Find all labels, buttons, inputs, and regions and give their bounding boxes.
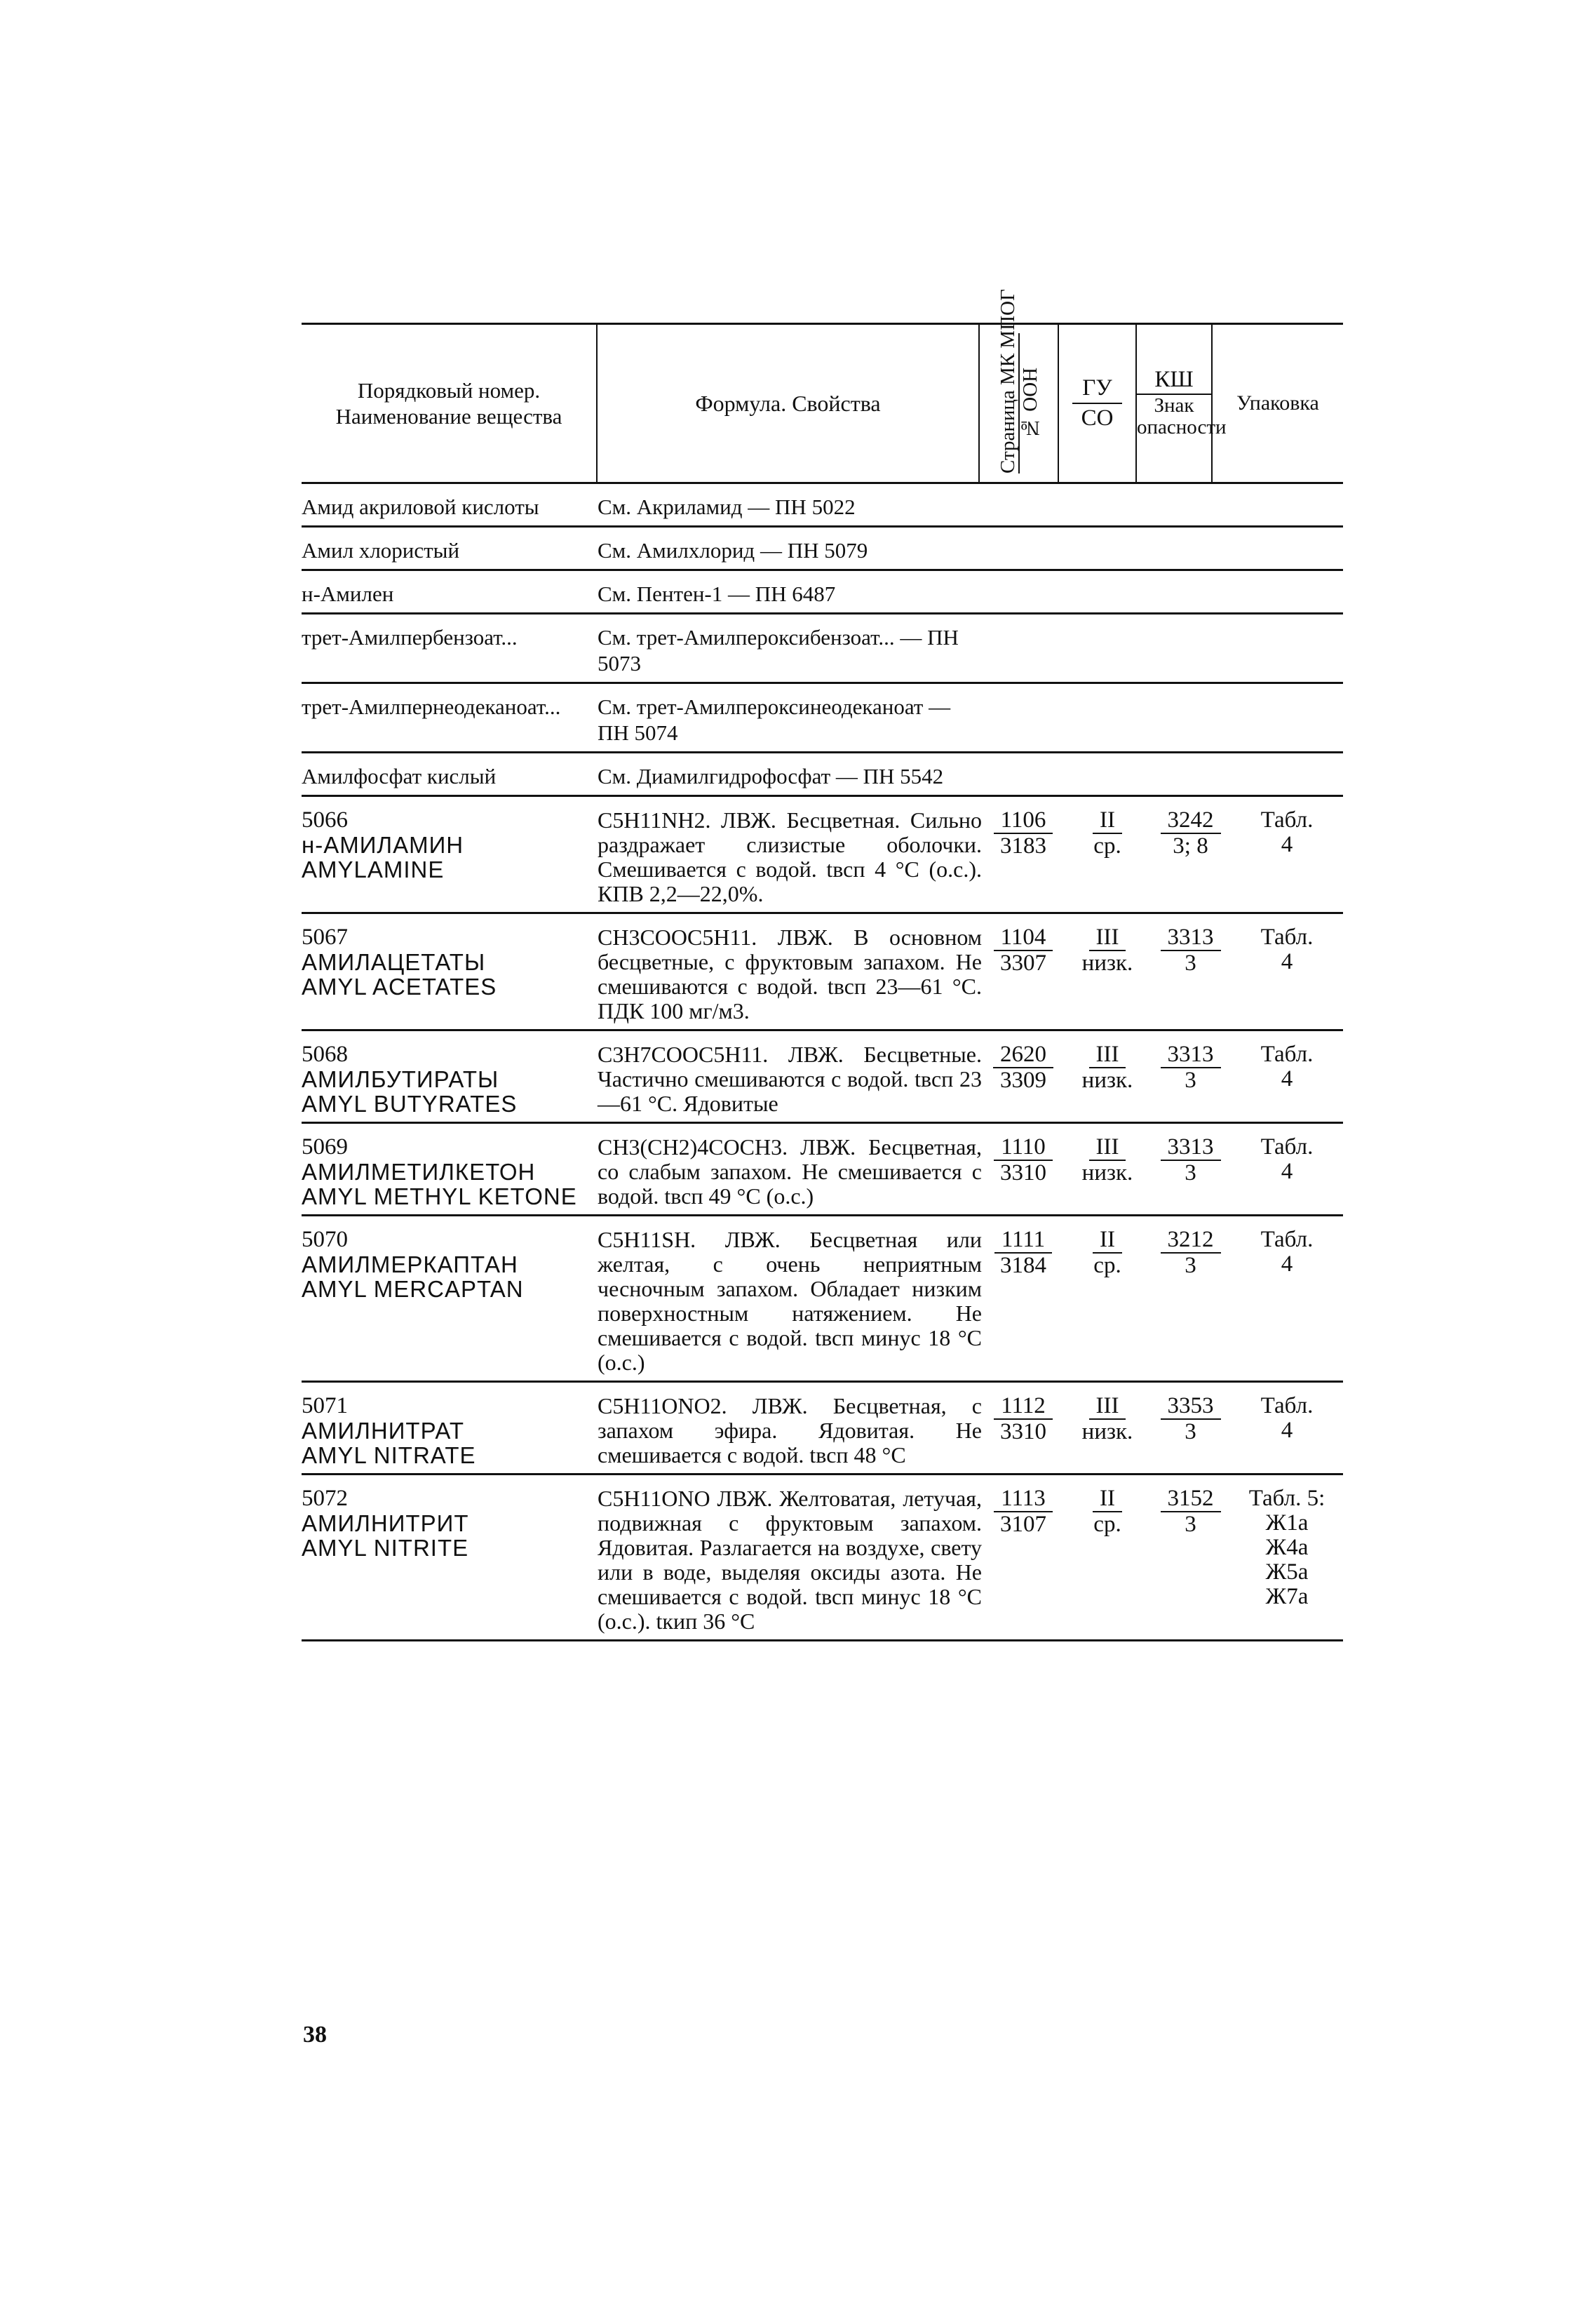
formula-properties: C5H11ONO2. ЛВЖ. Бесцветная, с запахом эфира. Ядовитая. Не смешивается с водой. tвсп 48 °С bbox=[598, 1393, 982, 1467]
gu-value: II bbox=[1093, 1486, 1122, 1512]
ksh-code: 3242 bbox=[1161, 808, 1221, 834]
gu-value: III bbox=[1089, 1394, 1126, 1420]
danger-sign: 3 bbox=[1185, 1512, 1196, 1537]
packaging-cell bbox=[1231, 1042, 1343, 1116]
gu-value: III bbox=[1089, 925, 1126, 951]
mk-page: 3310 bbox=[1000, 1419, 1046, 1444]
packaging-line: Табл. 5: bbox=[1248, 1486, 1325, 1511]
packaging-cell bbox=[1231, 1394, 1343, 1467]
un-page-cell bbox=[982, 808, 1065, 906]
packaging-line: Табл. bbox=[1260, 807, 1314, 833]
xref-row bbox=[302, 753, 1343, 797]
name-english: AMYL ACETATES bbox=[302, 974, 497, 1000]
xref-name: Амил хлористый bbox=[302, 538, 460, 563]
substance-row bbox=[302, 914, 1343, 1031]
header-danger-sign: Знак опасности bbox=[1137, 394, 1227, 438]
substance-row bbox=[302, 797, 1343, 914]
formula-properties: C5H11SH. ЛВЖ. Бесцветная или желтая, с очень неприятным чесночным запахом. Обладает низким поверхностным натяжением. Не смешивается с водой. tвсп минус 18 °С (о.с.) bbox=[598, 1227, 982, 1375]
co-value: ср. bbox=[1093, 1512, 1121, 1537]
packaging-line: Ж1а bbox=[1265, 1510, 1309, 1536]
un-number: 2620 bbox=[993, 1042, 1053, 1068]
formula-properties: CH3COOC5H11. ЛВЖ. В основном бесцветные, с фруктовым запахом. Не смешиваются с водой. tвсп 23—61 °С. ПДК 100 мг/м3. bbox=[598, 925, 982, 1023]
un-number: 1113 bbox=[994, 1486, 1053, 1512]
danger-sign: 3 bbox=[1185, 1068, 1196, 1093]
un-page-cell bbox=[982, 1394, 1065, 1467]
mk-page: 3307 bbox=[1000, 951, 1046, 976]
xref-row bbox=[302, 684, 1343, 753]
mk-page: 3309 bbox=[1000, 1068, 1046, 1093]
name-english: AMYLAMINE bbox=[302, 857, 445, 882]
packaging-line: Табл. bbox=[1260, 1042, 1314, 1067]
packaging-cell bbox=[1231, 808, 1343, 906]
header-ksh-code: КШ bbox=[1137, 369, 1211, 395]
packaging-cell bbox=[1231, 1486, 1343, 1634]
substance-name-cell bbox=[302, 1486, 598, 1634]
name-russian: н-АМИЛАМИН bbox=[302, 832, 464, 858]
co-value: низк. bbox=[1081, 1419, 1133, 1444]
co-value: ср. bbox=[1093, 833, 1121, 859]
co-value: низк. bbox=[1081, 951, 1133, 976]
header-co: СО bbox=[1081, 405, 1114, 431]
packaging-line: Ж4а bbox=[1265, 1535, 1309, 1560]
packaging-line: Табл. bbox=[1260, 1227, 1314, 1252]
ksh-code: 3313 bbox=[1161, 1135, 1221, 1161]
serial-number: 5070 bbox=[302, 1227, 348, 1252]
gu-value: II bbox=[1093, 1228, 1122, 1254]
name-russian: АМИЛНИТРАТ bbox=[302, 1418, 464, 1444]
name-english: AMYL MERCAPTAN bbox=[302, 1276, 524, 1302]
mk-page: 3183 bbox=[1000, 833, 1046, 859]
header-ksh bbox=[1137, 325, 1227, 482]
co-value: низк. bbox=[1081, 1160, 1133, 1185]
xref-name: Амид акриловой кислоты bbox=[302, 495, 539, 519]
xref-target: См. Диамилгидрофосфат — ПН 5542 bbox=[598, 764, 944, 788]
table-header bbox=[302, 289, 1343, 484]
packaging-line: 4 bbox=[1281, 832, 1293, 857]
ksh-code: 3313 bbox=[1161, 925, 1221, 951]
danger-sign: 3 bbox=[1185, 1419, 1196, 1444]
xref-target: См. Амилхлорид — ПН 5079 bbox=[598, 538, 868, 563]
xref-name: Амилфосфат кислый bbox=[302, 764, 497, 788]
name-russian: АМИЛМЕТИЛКЕТОН bbox=[302, 1159, 536, 1185]
header-gu-co bbox=[1059, 325, 1137, 482]
packaging-line: 4 bbox=[1281, 1066, 1293, 1092]
substance-name-cell bbox=[302, 1042, 598, 1116]
gu-value: II bbox=[1093, 808, 1122, 834]
packaging-line: Ж5а bbox=[1265, 1559, 1309, 1585]
serial-number: 5066 bbox=[302, 807, 348, 833]
danger-sign: 3 bbox=[1185, 1253, 1196, 1278]
packaging-line: Табл. bbox=[1260, 1393, 1314, 1418]
xref-row bbox=[302, 571, 1343, 614]
name-russian: АМИЛНИТРИТ bbox=[302, 1510, 469, 1536]
gu-co-cell bbox=[1065, 1486, 1150, 1634]
un-page-cell bbox=[982, 1042, 1065, 1116]
gu-co-cell bbox=[1065, 925, 1150, 1023]
danger-sign: 3 bbox=[1185, 951, 1196, 976]
header-page-mk: Страница МК МПОГ bbox=[996, 289, 1019, 473]
ksh-cell bbox=[1150, 1135, 1231, 1209]
substance-name-cell bbox=[302, 808, 598, 906]
packaging-line: Табл. bbox=[1260, 925, 1314, 950]
ksh-cell bbox=[1150, 1228, 1231, 1375]
substance-row bbox=[302, 1124, 1343, 1216]
ksh-code: 3313 bbox=[1161, 1042, 1221, 1068]
ksh-cell bbox=[1150, 1042, 1231, 1116]
gu-co-cell bbox=[1065, 1135, 1150, 1209]
un-page-cell bbox=[982, 1228, 1065, 1375]
ksh-code: 3212 bbox=[1161, 1228, 1221, 1254]
header-name: Порядковый номер. Наименование вещества bbox=[302, 325, 598, 482]
xref-target: См. Акриламид — ПН 5022 bbox=[598, 495, 856, 519]
packaging-line: Ж7а bbox=[1265, 1584, 1309, 1609]
substance-row bbox=[302, 1383, 1343, 1475]
xref-row bbox=[302, 484, 1343, 528]
header-formula: Формула. Свойства bbox=[598, 325, 980, 482]
gu-co-cell bbox=[1065, 808, 1150, 906]
header-gu: ГУ bbox=[1072, 375, 1121, 404]
mk-page: 3107 bbox=[1000, 1512, 1046, 1537]
packaging-cell bbox=[1231, 1228, 1343, 1375]
xref-target: См. Пентен-1 — ПН 6487 bbox=[598, 582, 836, 606]
un-number: 1110 bbox=[994, 1135, 1053, 1161]
substance-name-cell bbox=[302, 1394, 598, 1467]
un-number: 1111 bbox=[994, 1228, 1052, 1254]
packaging-line: 4 bbox=[1281, 949, 1293, 974]
document-page bbox=[302, 289, 1343, 1641]
xref-row bbox=[302, 614, 1343, 684]
gu-co-cell bbox=[1065, 1042, 1150, 1116]
serial-number: 5072 bbox=[302, 1486, 348, 1511]
name-english: AMYL METHYL KETONE bbox=[302, 1183, 577, 1209]
formula-properties: C3H7COOC5H11. ЛВЖ. Бесцветные. Частично смешиваются с водой. tвсп 23—61 °С. Ядовитые bbox=[598, 1042, 982, 1116]
mk-page: 3310 bbox=[1000, 1160, 1046, 1185]
un-page-cell bbox=[982, 925, 1065, 1023]
gu-co-cell bbox=[1065, 1394, 1150, 1467]
substance-entries bbox=[302, 797, 1343, 1641]
header-un-page bbox=[980, 289, 1059, 482]
ksh-cell bbox=[1150, 1394, 1231, 1467]
un-number: 1104 bbox=[994, 925, 1053, 951]
danger-sign: 3; 8 bbox=[1173, 833, 1208, 859]
xref-name: н-Амилен bbox=[302, 582, 394, 606]
ksh-code: 3353 bbox=[1161, 1394, 1221, 1420]
mk-page: 3184 bbox=[1000, 1253, 1046, 1278]
un-number: 1106 bbox=[994, 808, 1053, 834]
danger-sign: 3 bbox=[1185, 1160, 1196, 1185]
packaging-line: 4 bbox=[1281, 1418, 1293, 1443]
xref-row bbox=[302, 528, 1343, 571]
xref-name: трет-Амилпернеодеканоат... bbox=[302, 694, 561, 719]
packaging-line: 4 bbox=[1281, 1251, 1293, 1277]
name-russian: АМИЛАЦЕТАТЫ bbox=[302, 949, 486, 975]
name-english: AMYL BUTYRATES bbox=[302, 1091, 518, 1117]
serial-number: 5071 bbox=[302, 1393, 348, 1418]
serial-number: 5067 bbox=[302, 925, 348, 950]
name-english: AMYL NITRITE bbox=[302, 1535, 469, 1561]
substance-row bbox=[302, 1216, 1343, 1383]
co-value: ср. bbox=[1093, 1253, 1121, 1278]
formula-properties: C5H11ONO ЛВЖ. Желтоватая, летучая, подвижная с фруктовым запахом. Ядовитая. Разлагается на воздухе, свету или в воде, выделяя оксиды азота. Не смешивается с водой. tвсп минус 18 °С (о.с.). tкип 36 °С bbox=[598, 1486, 982, 1634]
packaging-line: Табл. bbox=[1260, 1134, 1314, 1160]
gu-co-cell bbox=[1065, 1228, 1150, 1375]
substance-row bbox=[302, 1031, 1343, 1124]
name-russian: АМИЛБУТИРАТЫ bbox=[302, 1066, 499, 1092]
packaging-line: 4 bbox=[1281, 1159, 1293, 1184]
co-value: низк. bbox=[1081, 1068, 1133, 1093]
xref-target: См. трет-Амилпероксинеодеканоат — ПН 5074 bbox=[598, 694, 951, 745]
name-english: AMYL NITRATE bbox=[302, 1442, 476, 1468]
serial-number: 5068 bbox=[302, 1042, 348, 1067]
substance-name-cell bbox=[302, 1228, 598, 1375]
ksh-cell bbox=[1150, 925, 1231, 1023]
ksh-code: 3152 bbox=[1161, 1486, 1221, 1512]
packaging-cell bbox=[1231, 1135, 1343, 1209]
cross-references bbox=[302, 484, 1343, 797]
header-un-number: № ООН bbox=[1018, 367, 1041, 440]
ksh-cell bbox=[1150, 1486, 1231, 1634]
gu-value: III bbox=[1089, 1042, 1126, 1068]
substance-name-cell bbox=[302, 1135, 598, 1209]
name-russian: АМИЛМЕРКАПТАН bbox=[302, 1251, 518, 1277]
serial-number: 5069 bbox=[302, 1134, 348, 1160]
xref-name: трет-Амилпербензоат... bbox=[302, 625, 518, 650]
substance-row bbox=[302, 1475, 1343, 1641]
header-pack: Упаковка bbox=[1236, 391, 1319, 415]
un-page-cell bbox=[982, 1135, 1065, 1209]
substance-name-cell bbox=[302, 925, 598, 1023]
packaging-cell bbox=[1231, 925, 1343, 1023]
formula-properties: C5H11NH2. ЛВЖ. Бесцветная. Сильно раздражает слизистые оболочки. Смешивается с водой. tвсп 4 °С (о.с.). КПВ 2,2—22,0%. bbox=[598, 807, 982, 906]
ksh-cell bbox=[1150, 808, 1231, 906]
gu-value: III bbox=[1089, 1135, 1126, 1161]
xref-target: См. трет-Амилпероксибензоат... — ПН 5073 bbox=[598, 625, 959, 676]
formula-properties: CH3(CH2)4COCH3. ЛВЖ. Бесцветная, со слабым запахом. Не смешивается с водой. tвсп 49 °С (о.с.) bbox=[598, 1134, 982, 1209]
un-number: 1112 bbox=[994, 1394, 1053, 1420]
page-number: 38 bbox=[303, 2022, 327, 2048]
un-page-cell bbox=[982, 1486, 1065, 1634]
